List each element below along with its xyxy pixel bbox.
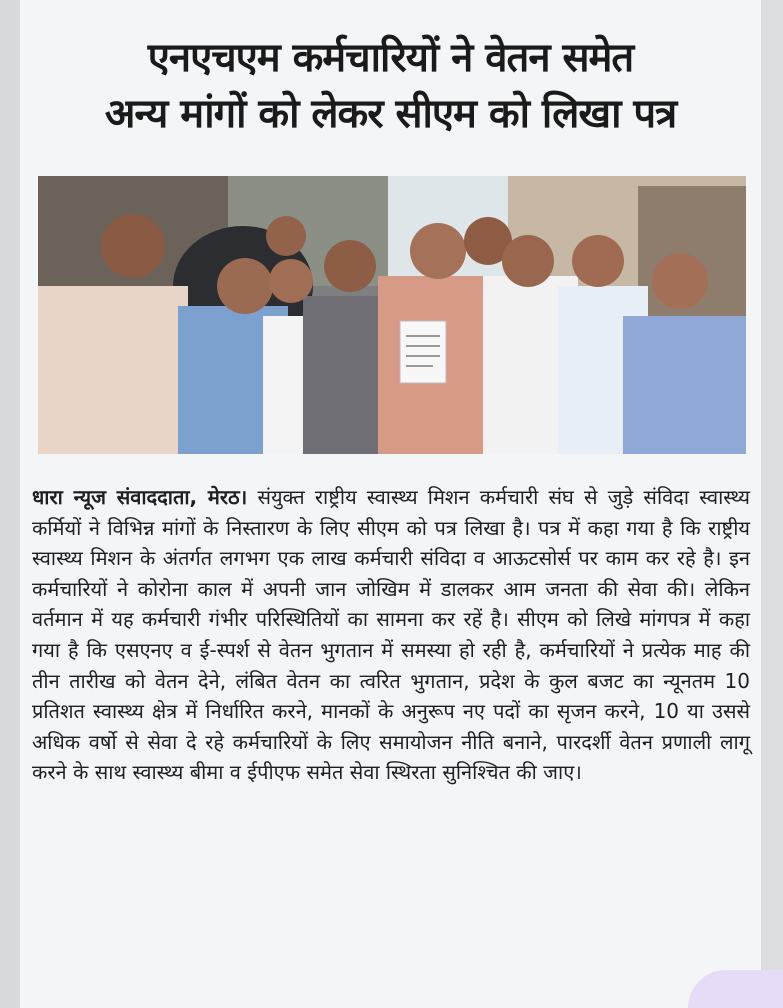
- group-photo-illustration: [38, 176, 746, 454]
- newspaper-clipping: [20, 0, 761, 1008]
- article-text: [32, 482, 750, 788]
- news-photo: [38, 176, 746, 454]
- headline-line-1: एनएचएम कर्मचारियों ने वेतन समेत: [147, 35, 634, 81]
- article-byline: धारा न्यूज संवाददाता, मेरठ।: [32, 485, 248, 509]
- headline-line-2: अन्य मांगों को लेकर सीएम को लिखा पत्र: [104, 91, 677, 137]
- headline: [20, 30, 761, 142]
- background-right-edge: [761, 0, 783, 1008]
- background-left-edge: [0, 0, 20, 1008]
- article-body: संयुक्त राष्ट्रीय स्वास्थ्य मिशन कर्मचारी संघ से जुड़े संविदा स्वास्थ्य कर्मियों ने विभिन्न मांगों के निस्तारण के लिए सीएम को पत्र लिखा है। पत्र में कहा गया है कि राष्ट्रीय स्वास्थ्य मिशन के अंतर्गत लगभग एक लाख कर्मचारी संविदा व आऊटसोर्स पर काम कर रहे है। इन कर्मचारियों ने कोरोना काल में अपनी जान जोखिम में डालकर आम जनता की सेवा की। लेकिन वर्तमान में यह कर्मचारी गंभीर परिस्थितियों का सामना कर रहें है। सीएम को लिखे मांगपत्र में कहा गया है कि एसएनए व ई-स्पर्श से वेतन भुगतान में समस्या हो रही है, कर्मचारियों ने प्रत्येक माह की तीन तारीख को वेतन देने, लंबित वेतन का त्वरित भुगतान, प्रदेश के कुल बजट का न्यूनतम 10 प्रतिशत स्वास्थ्य क्षेत्र में निर्धारित करने, मानकों के अनुरूप नए पदों का सृजन करने, 10 या उससे अधिक वर्षो से सेवा दे रहे कर्मचारियों के लिए समायोजन नीति बनाने, पारदर्शी वेतन प्रणाली लागू करने के साथ स्वास्थ्य बीमा व ईपीएफ समेत सेवा स्थिरता सुनिश्चित की जाए।: [32, 485, 750, 785]
- cropped-previous-text: [50, 0, 750, 6]
